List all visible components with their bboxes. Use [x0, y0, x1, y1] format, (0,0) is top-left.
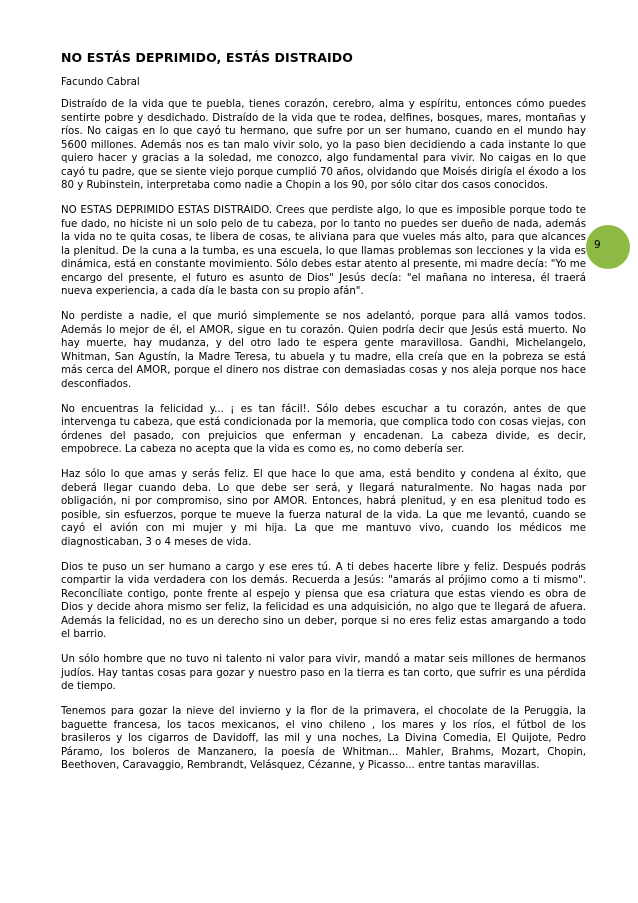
document-title: NO ESTÁS DEPRIMIDO, ESTÁS DISTRAIDO	[61, 50, 353, 65]
paragraph-2: NO ESTAS DEPRIMIDO ESTAS DISTRAIDO. Crees que perdiste algo, lo que es imposible porque todo te fue dado, no hiciste ni un solo pelo de tu cabeza, por lo tanto no puedes ser dueño de nada, además la vida no te quita cosas, te libera de cosas, te aliviana para que vueles más alto, para que alcances la plenitud. De la cuna a la tumba, es una escuela, lo que llamas problemas son lecciones y la vida es dinámica, está en constante movimiento. Sólo debes estar atento al presente, mi madre decía: "Yo me encargo del presente, el futuro es asunto de Dios" Jesús decía: "el mañana no interesa, él traerá nueva experiencia, a cada día le basta con su propio afán".	[61, 205, 586, 297]
paragraph-1: Distraído de la vida que te puebla, tienes corazón, cerebro, alma y espíritu, entonces cómo puedes sentirte pobre y desdichado. Distraído de la vida que te rodea, delfines, bosques, mares, montañas y ríos. No caigas en lo que cayó tu hermano, que sufre por un ser humano, cuando en el mundo hay 5600 millones. Además nos es tan malo vivir solo, yo la paso bien decidiendo a cada instante lo que quiero hacer y gracias a la soledad, me conozco, algo fundamental para vivir. No caigas en lo que cayó tu padre, que se siente viejo porque cumplió 70 años, olvidando que Moisés dirigía el éxodo a los 80 y Rubinstein, interpretaba como nadie a Chopin a los 90, por sólo citar dos casos conocidos.	[61, 99, 586, 191]
author-name: Facundo Cabral	[61, 77, 140, 88]
page-number: 9	[594, 239, 601, 251]
paragraph-6: Dios te puso un ser humano a cargo y ese eres tú. A ti debes hacerte libre y feliz. Después podrás compartir la vida verdadera con los demás. Recuerda a Jesús: "amarás al prójimo como a ti mismo". Reconcíliate contigo, ponte frente al espejo y piensa que esa criatura que estas viendo es obra de Dios y decide ahora mismo ser feliz, la felicidad es una adquisición, no algo que te llegará de afuera. Además la felicidad, no es un derecho sino un deber, porque si no eres feliz estas amargando a todo el barrio.	[61, 561, 586, 640]
paragraph-3: No perdiste a nadie, el que murió simplemente se nos adelantó, porque para allá vamos todos. Además lo mejor de él, el AMOR, sigue en tu corazón. Quien podría decir que Jesús está muerto. No hay muerte, hay mudanza, y del otro lado te espera gente maravillosa. Gandhi, Michelangelo, Whitman, San Agustín, la Madre Teresa, tu abuela y tu madre, ella creía que en la pobreza se está más cerca del AMOR, porque el dinero nos distrae con demasiadas cosas y nos aleja porque nos hace desconfiados.	[61, 311, 586, 390]
paragraph-5: Haz sólo lo que amas y serás feliz. El que hace lo que ama, está bendito y condena al éxito, que deberá llegar cuando deba. Lo que debe ser será, y llegará naturalmente. No hagas nada por obligación, ni por compromiso, sino por AMOR. Entonces, habrá plenitud, y en esa plenitud todo es posible, sin esfuerzos, porque te mueve la fuerza natural de la vida. La que me levantó, cuando se cayó el avión con mi mujer y mi hija. La que me mantuvo vivo, cuando los médicos me diagnosticaban, 3 o 4 meses de vida.	[61, 469, 586, 548]
paragraph-7: Un sólo hombre que no tuvo ni talento ni valor para vivir, mandó a matar seis millones de hermanos judíos. Hay tantas cosas para gozar y nuestro paso en la tierra es tan corto, que sufrir es una pérdida de tiempo.	[61, 654, 586, 692]
paragraph-4: No encuentras la felicidad y... ¡ es tan fácil!. Sólo debes escuchar a tu corazón, antes de que intervenga tu cabeza, que está condicionada por la memoria, que complica todo con cosas viejas, con órdenes del pasado, con prejuicios que enferman y encadenan. La cabeza divide, es decir, empobrece. La cabeza no acepta que la vida es como es, no como debería ser.	[61, 403, 586, 455]
paragraph-8: Tenemos para gozar la nieve del invierno y la flor de la primavera, el chocolate de la Peruggia, la baguette francesa, los tacos mexicanos, el vino chileno , los mares y los ríos, el fútbol de los brasileros y los cigarros de Davidoff, las mil y una noches, La Divina Comedia, El Quijote, Pedro Páramo, los boleros de Manzanero, la poesía de Whitman... Mahler, Brahms, Mozart, Chopin, Beethoven, Caravaggio, Rembrandt, Velásquez, Cézanne, y Picasso... entre tantas maravillas.	[61, 706, 586, 771]
page-number-badge	[586, 225, 630, 269]
document-body	[61, 50, 586, 784]
